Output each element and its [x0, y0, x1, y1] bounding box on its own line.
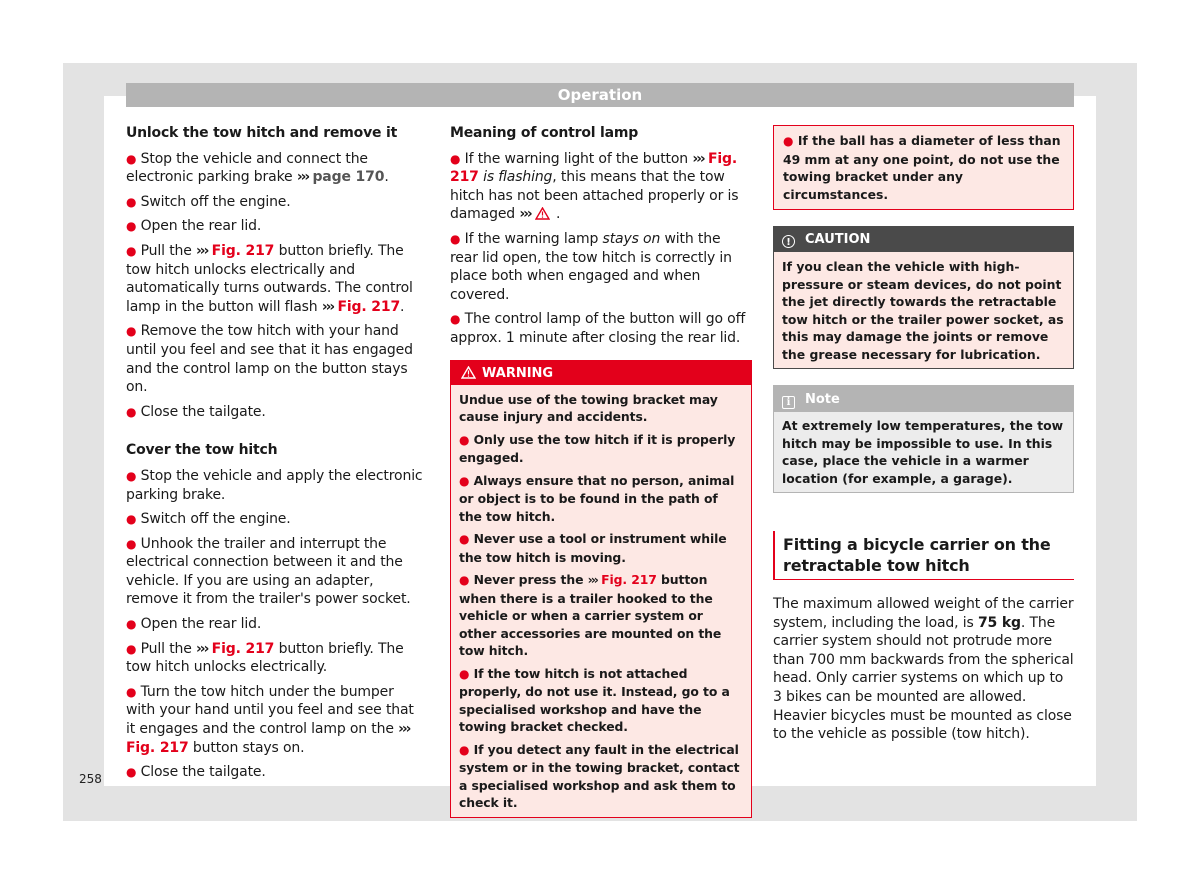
bullet-icon: ● — [126, 617, 137, 632]
control-lamp-heading: Meaning of control lamp — [450, 125, 639, 141]
list-item: ● Never use a tool or instrument while the tow hitch is moving. — [459, 531, 727, 565]
warning-box — [450, 360, 752, 818]
warning-body — [451, 385, 751, 817]
ref-arrow-icon: ››› — [296, 169, 309, 186]
bullet-icon: ● — [450, 151, 461, 166]
list-item: ● Stop the vehicle and connect the electronic parking brake ››› page 170. — [126, 150, 389, 186]
bullet-icon: ● — [126, 512, 137, 527]
bullet-icon: ● — [126, 684, 137, 699]
bullet-icon: ● — [459, 742, 470, 757]
figure-link[interactable]: Fig. 217 — [211, 242, 275, 259]
figure-link[interactable]: Fig. 217 — [126, 739, 189, 756]
cover-heading: Cover the tow hitch — [126, 442, 278, 459]
bullet-icon: ● — [459, 432, 470, 447]
ref-arrow-icon: ››› — [398, 721, 410, 738]
list-item: ● Unhook the trailer and interrupt the electrical connection between it and the vehicle. If you are using an adapter, remove it from the trailer's power socket. — [126, 535, 411, 608]
list-item: ● Stop the vehicle and apply the electronic parking brake. — [126, 467, 423, 503]
note-header — [774, 386, 1073, 412]
list-item: ● If the warning lamp stays on with the rear lid open, the tow hitch is correctly in place both when engaged and when covered. — [450, 230, 732, 303]
list-item: ● The control lamp of the button will go off approx. 1 minute after closing the rear lid. — [450, 311, 746, 346]
note-box — [773, 385, 1074, 493]
caution-label: CAUTION — [805, 232, 871, 247]
list-item: ● Switch off the engine. — [126, 511, 291, 528]
caution-box — [773, 226, 1074, 369]
column-left — [126, 124, 426, 788]
info-icon: i — [782, 396, 795, 409]
warning-triangle-icon — [461, 366, 476, 379]
list-item: ● Switch off the engine. — [126, 193, 291, 210]
list-item: ● If the warning light of the button ››› Fig. 217 is flashing, this means that the tow hitch has not been attached properly or is damaged ››› . — [450, 150, 739, 223]
bullet-icon: ● — [126, 404, 137, 419]
warning-continued-box: ● If the ball has a diameter of less than 49 mm at any one point, do not use the towing bracket under any circumstances. — [773, 125, 1074, 210]
list-item: ● Pull the ››› Fig. 217 button briefly. The tow hitch unlocks electrically. — [126, 640, 404, 676]
ref-arrow-icon: ››› — [519, 206, 531, 223]
figure-link[interactable]: Fig. 217 — [211, 640, 275, 657]
bullet-icon: ● — [783, 134, 794, 148]
list-item: ● Always ensure that no person, animal or object is to be found in the path of the tow hitch. — [459, 472, 735, 524]
ref-arrow-icon: ››› — [196, 242, 208, 259]
bullet-icon: ● — [459, 573, 470, 588]
warning-triangle-icon[interactable] — [535, 207, 550, 220]
bullet-icon: ● — [459, 666, 470, 681]
list-item: ● Open the rear lid. — [126, 616, 262, 633]
list-item: ● Remove the tow hitch with your hand until you feel and see that it has engaged and the control lamp on the button stays on. — [126, 323, 413, 396]
list-item: ● Close the tailgate. — [126, 764, 266, 781]
note-body: At extremely low temperatures, the tow hitch may be impossible to use. In this case, place the vehicle in a warmer location (for example, a garage). — [774, 412, 1073, 492]
exclamation-circle-icon: ! — [782, 235, 795, 248]
bullet-icon: ● — [126, 641, 137, 656]
bullet-icon: ● — [126, 324, 137, 339]
bicycle-carrier-text: The maximum allowed weight of the carrier system, including the load, is 75 kg. The carrier system should not protrude more than 700 mm backwards from the spherical head. Only carrier systems on which up to 3 bikes can be mounted are allowed. Heavier bicycles must be mounted as close to the vehicle as possible (tow hitch). — [773, 596, 1074, 743]
ref-arrow-icon: ››› — [692, 150, 704, 167]
figure-link[interactable]: Fig. 217 — [337, 298, 401, 315]
ref-arrow-icon: ››› — [587, 572, 597, 588]
bicycle-carrier-heading: Fitting a bicycle carrier on the retractable tow hitch — [773, 531, 1074, 580]
unlock-heading: Unlock the tow hitch and remove it — [126, 125, 398, 141]
bullet-icon: ● — [450, 231, 461, 246]
list-item: ● Turn the tow hitch under the bumper with your hand until you feel and see that it engages and the control lamp on the ››› Fig. 217 button stays on. — [126, 683, 414, 756]
list-item: ● Open the rear lid. — [126, 218, 262, 235]
page-number: 258 — [79, 772, 102, 786]
bullet-icon: ● — [126, 765, 137, 780]
column-right — [773, 124, 1074, 744]
caution-header — [774, 227, 1073, 252]
list-item: ● Close the tailgate. — [126, 403, 266, 420]
page-link[interactable]: page 170 — [312, 169, 385, 186]
list-item: ● If the tow hitch is not attached properly, do not use it. Instead, go to a specialised workshop and have the towing bracket checked. — [459, 665, 730, 735]
list-item: ● Pull the ››› Fig. 217 button briefly. The tow hitch unlocks electrically and automatically turns outwards. The control lamp in the button will flash ››› Fig. 217. — [126, 242, 413, 315]
warning-label: WARNING — [482, 365, 554, 381]
figure-link[interactable]: Fig. 217 — [450, 150, 738, 186]
bullet-icon: ● — [126, 468, 137, 483]
list-item: ● If you detect any fault in the electrical system or in the towing bracket, contact a specialised workshop and ask them to check it. — [459, 741, 740, 811]
bullet-icon: ● — [126, 536, 137, 551]
section-header: Operation — [126, 83, 1074, 107]
list-item: ● Never press the ››› Fig. 217 button when there is a trailer hooked to the vehicle or when a carrier system or other accessories are mounted on the tow hitch. — [459, 572, 722, 659]
bullet-icon: ● — [126, 151, 137, 166]
bullet-icon: ● — [459, 473, 470, 488]
ref-arrow-icon: ››› — [321, 298, 334, 315]
bullet-icon: ● — [459, 532, 470, 547]
warning-intro: Undue use of the towing bracket may cause injury and accidents. — [459, 391, 718, 425]
bullet-icon: ● — [126, 243, 137, 258]
bullet-icon: ● — [126, 219, 137, 234]
ref-arrow-icon: ››› — [196, 640, 208, 657]
bullet-icon: ● — [126, 194, 137, 209]
bullet-icon: ● — [450, 312, 461, 327]
warning-header — [451, 361, 751, 385]
list-item: ● Only use the tow hitch if it is properly engaged. — [459, 431, 736, 466]
note-label: Note — [805, 392, 840, 407]
column-middle — [450, 124, 752, 818]
figure-link[interactable]: Fig. 217 — [601, 572, 657, 588]
caution-body: If you clean the vehicle with high-pressure or steam devices, do not point the jet directly towards the retractable tow hitch or the trailer power socket, as this may damage the joints or remove the grease necessary for lubrication. — [774, 252, 1073, 368]
